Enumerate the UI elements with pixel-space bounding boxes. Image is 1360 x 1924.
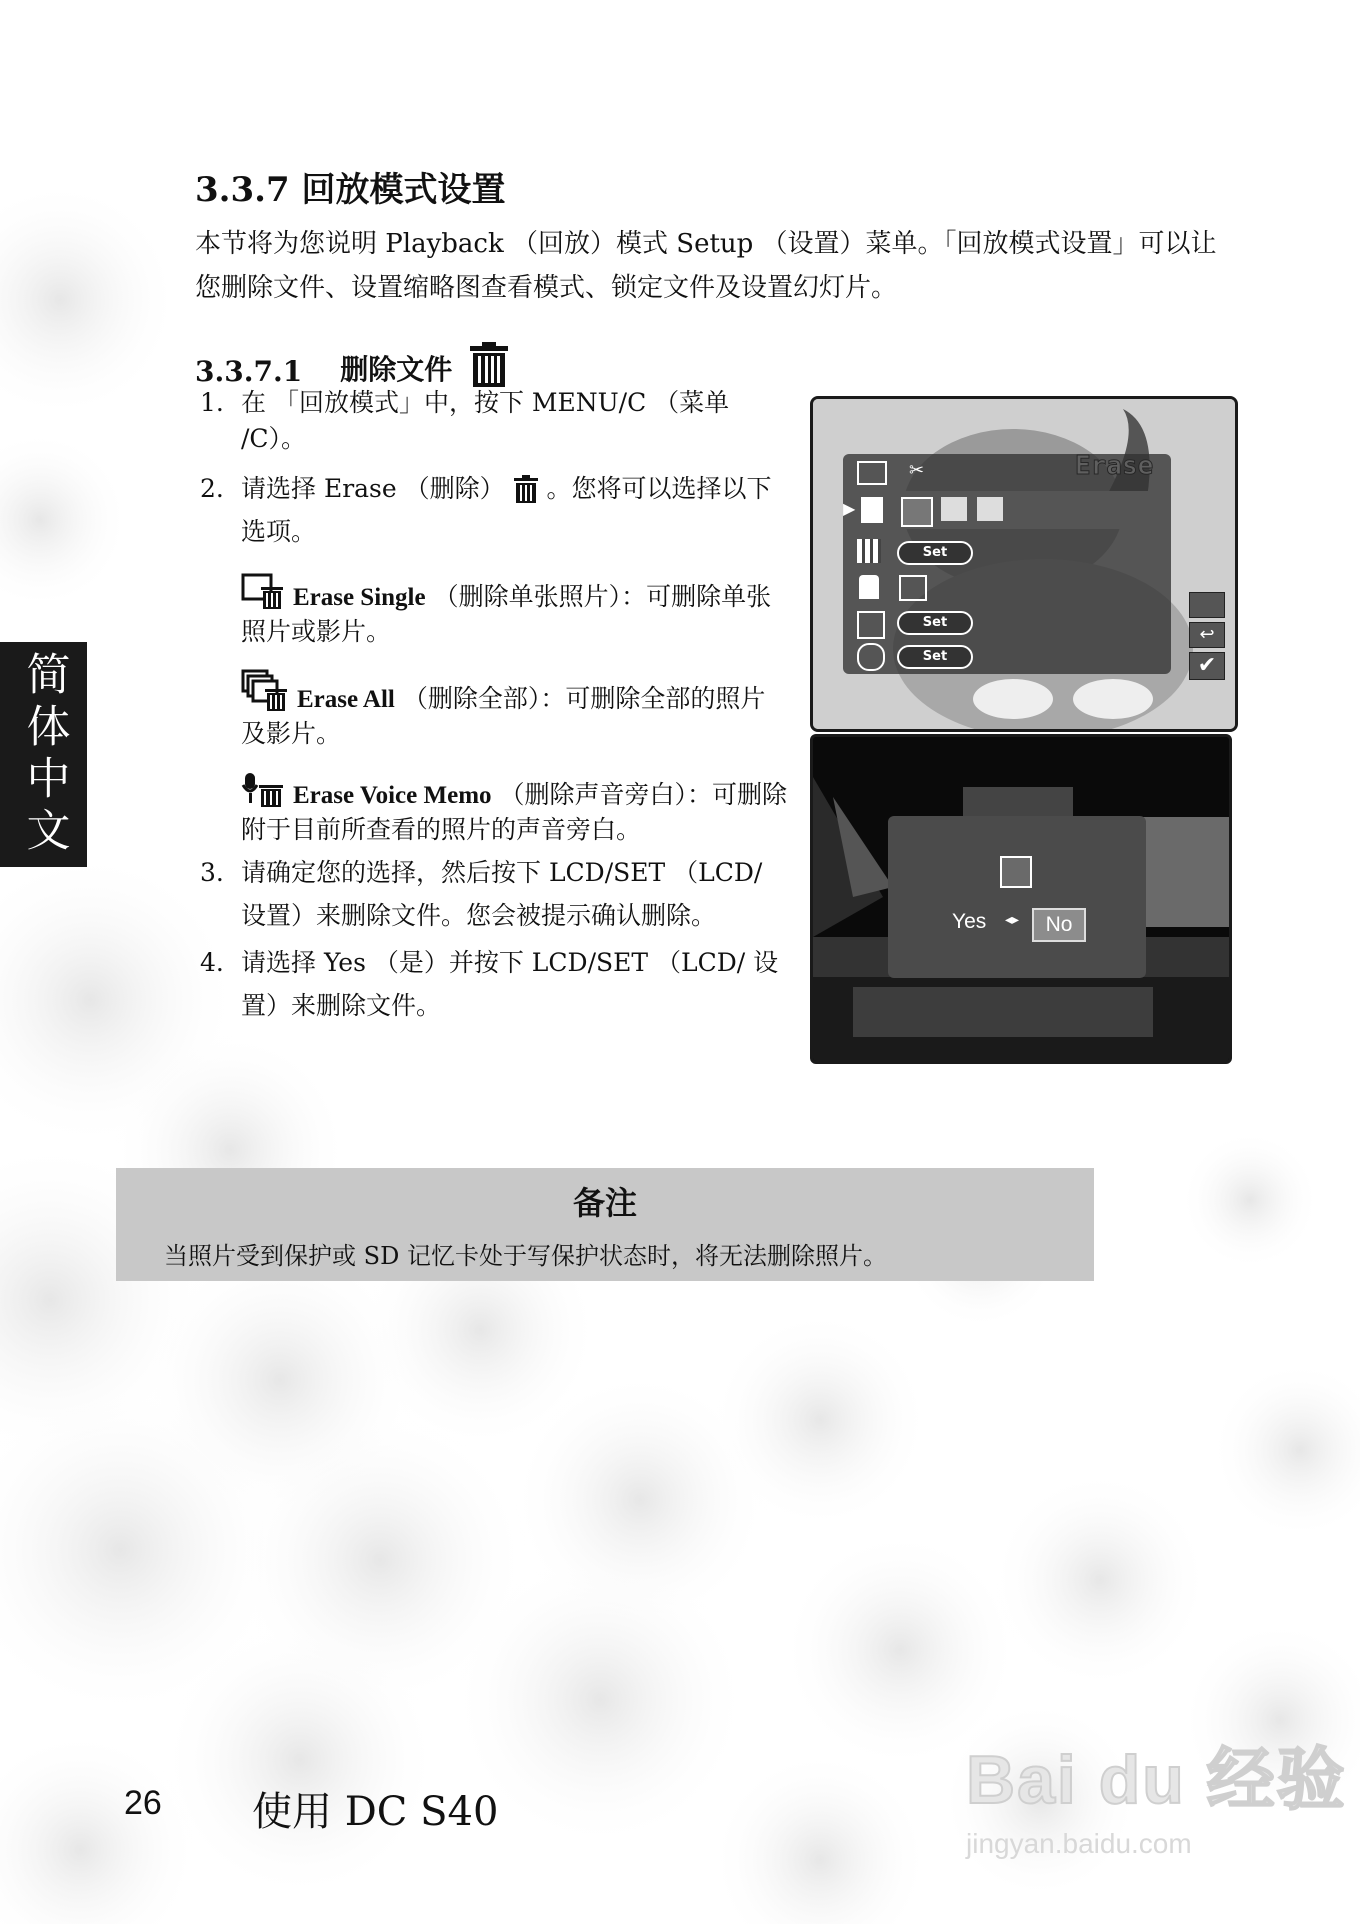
camera-menu-screenshot xyxy=(810,396,1238,732)
no-option[interactable]: No xyxy=(1032,908,1086,942)
option-name: Erase Single xyxy=(292,584,426,611)
subsection-heading xyxy=(195,342,510,388)
erase-voice-memo-icon xyxy=(241,771,285,809)
steps-list xyxy=(200,385,790,1027)
confirm-check-icon[interactable]: ✔ xyxy=(1189,652,1225,680)
menu-panel xyxy=(843,454,1171,674)
lock-icon[interactable] xyxy=(859,575,879,599)
trash-icon xyxy=(513,475,539,503)
step-text: 请选择 Yes （是）并按下 LCD/SET （LCD/ 设置）来删除文件。 xyxy=(241,948,779,1020)
intro-paragraph: 本节将为您说明 Playback （回放）模式 Setup （设置）菜单。「回放模式设置」可以让您删除文件、设置缩略图查看模式、锁定文件及设置幻灯片。 xyxy=(195,229,1217,303)
option-name: Erase Voice Memo xyxy=(292,782,492,809)
selection-arrow-icon: ▶ xyxy=(843,499,856,518)
option-desc: （删除全部）：可删除全部的照片及影片。 xyxy=(241,684,766,748)
set-button[interactable]: Set xyxy=(897,541,973,565)
menu-tab-playback-icon[interactable] xyxy=(857,461,887,485)
blank-button[interactable] xyxy=(1189,592,1225,618)
erase-voice-memo-icon[interactable] xyxy=(977,497,1003,521)
step-number: 4. xyxy=(200,948,224,977)
step-item xyxy=(200,467,790,847)
menu-erase-icon[interactable] xyxy=(861,497,883,523)
step-number: 3. xyxy=(200,858,224,887)
baidu-watermark-url: jingyan.baidu.com xyxy=(966,1828,1192,1859)
erase-single-icon xyxy=(1000,856,1032,888)
set-button[interactable]: Set xyxy=(897,645,973,669)
language-side-tab-label: 简体中文 xyxy=(18,651,70,859)
set-button[interactable]: Set xyxy=(897,611,973,635)
note-title: 备注 xyxy=(572,1184,637,1222)
step-item xyxy=(200,385,790,457)
back-icon[interactable]: ↩ xyxy=(1189,622,1225,648)
baidu-watermark-logo: Bai du 经验 xyxy=(966,1742,1347,1818)
erase-all-icon xyxy=(241,669,289,713)
step-item xyxy=(200,941,790,1027)
confirm-dialog xyxy=(888,816,1146,978)
interval-icon[interactable] xyxy=(857,643,885,671)
step-text: 请确定您的选择，然后按下 LCD/SET （LCD/ 设置）来删除文件。您会被提示确认删除。 xyxy=(241,858,763,930)
thumbnail-icon[interactable] xyxy=(857,539,881,563)
step-text: 在 「回放模式」中，按下 MENU/C （菜单 /C）。 xyxy=(241,388,730,453)
step-text-continued: 。您将可以选择以下选项。 xyxy=(241,474,772,546)
step-text: 请选择 Erase （删除） xyxy=(241,474,505,503)
page-number: 26 xyxy=(124,1784,162,1822)
option-name: Erase All xyxy=(296,686,395,713)
subsection-title: 删除文件 xyxy=(340,353,453,386)
note-text: 当照片受到保护或 SD 记忆卡处于写保护状态时，将无法删除照片。 xyxy=(164,1242,887,1270)
section-heading: 3.3.7 回放模式设置 xyxy=(195,170,506,210)
option-erase-all xyxy=(241,669,790,751)
option-desc: （删除声音旁白）：可删除附于目前所查看的照片的声音旁白。 xyxy=(241,780,787,844)
yes-option[interactable]: Yes xyxy=(952,910,987,933)
trash-icon xyxy=(468,342,510,388)
erase-all-icon[interactable] xyxy=(941,497,967,521)
step-number: 2. xyxy=(200,474,224,503)
option-erase-single xyxy=(241,573,790,649)
erase-single-icon[interactable] xyxy=(901,497,933,527)
lock-single-icon[interactable] xyxy=(899,575,927,601)
erase-single-icon xyxy=(241,573,285,611)
menu-row-highlight xyxy=(843,491,1171,529)
left-right-arrow-icon: ◂▸ xyxy=(1005,912,1020,928)
subsection-number: 3.3.7.1 xyxy=(195,355,303,388)
footer-title: 使用 DC S40 xyxy=(252,1789,499,1835)
slideshow-icon[interactable] xyxy=(857,611,885,639)
option-desc: （删除单张照片）：可删除单张照片或影片。 xyxy=(241,582,772,646)
option-erase-voice-memo xyxy=(241,771,790,847)
step-number: 1. xyxy=(200,388,224,417)
step-item xyxy=(200,851,790,937)
menu-tab-setup-icon[interactable]: ✂ xyxy=(909,460,925,481)
